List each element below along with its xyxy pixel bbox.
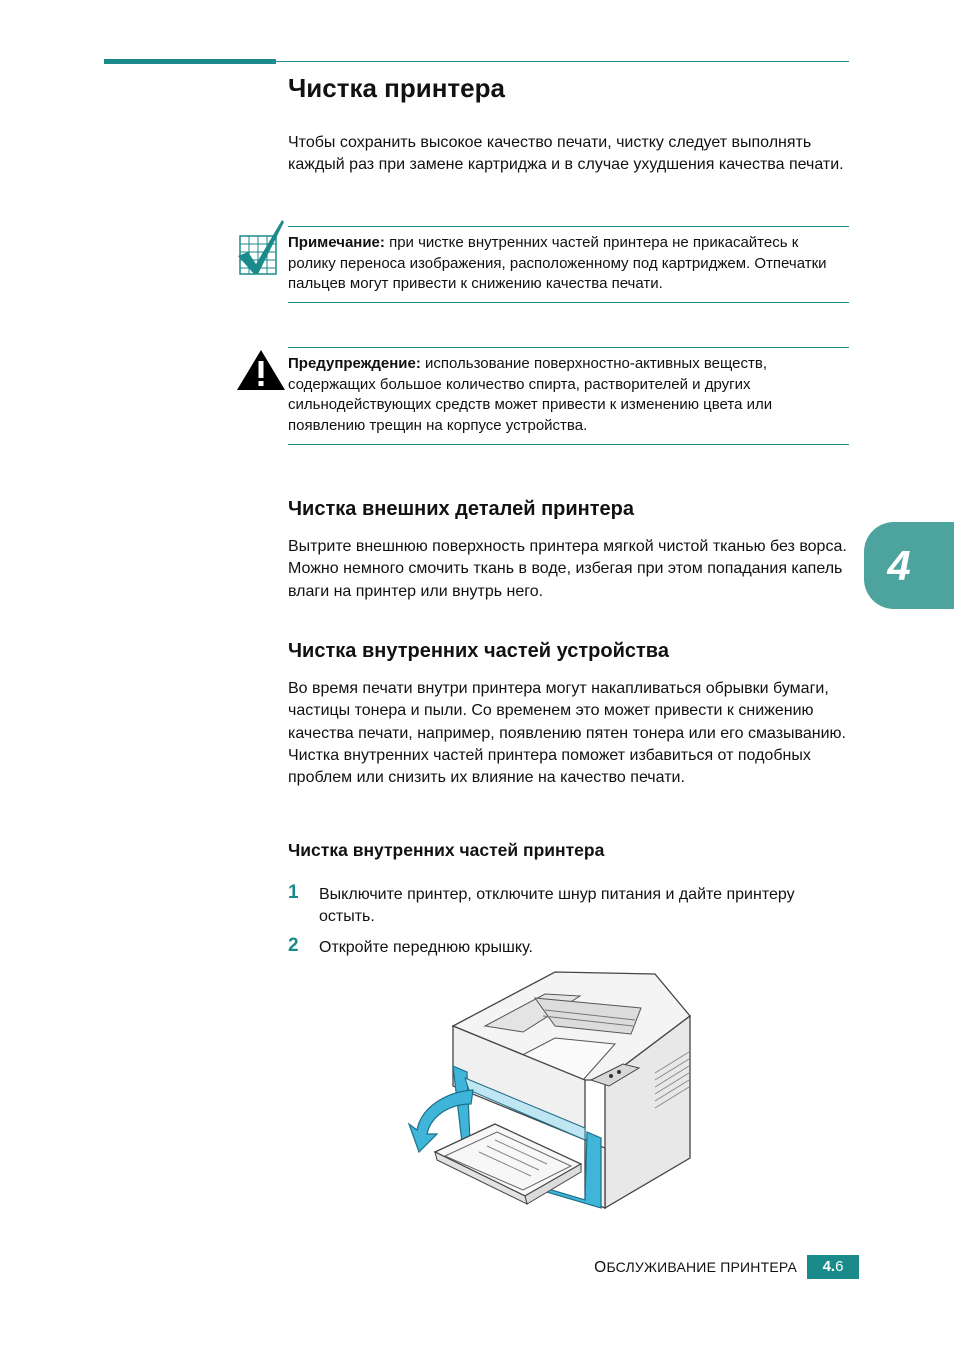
footer-page-num: 6 (835, 1258, 844, 1275)
section-heading-interior: Чистка внутренних частей устройства (288, 640, 669, 662)
warning-text: использование поверхностно-активных веществ, содержащих большое количество спирта, растворителей и других сильнодействующих средств может привести к изменению цвета или появлению трещин на корпусе устройства. (288, 355, 773, 434)
header-rule-thin (276, 61, 849, 62)
page-title: Чистка принтера (288, 73, 505, 103)
exterior-paragraph: Вытрите внешнюю поверхность принтера мягкой чистой тканью без ворса. Можно немного смочить ткань в воде, избегая при этом попадания капель влаги на принтер или внутрь него. (288, 538, 847, 600)
section-heading-exterior: Чистка внешних деталей принтера (288, 498, 634, 520)
warning-paragraph (288, 348, 849, 436)
warning-triangle-icon (236, 349, 286, 391)
note-label: Примечание: (288, 234, 385, 251)
checkmark-note-icon (236, 216, 286, 278)
chapter-number: 4 (887, 542, 911, 589)
footer-section-rest: БСЛУЖИВАНИЕ ПРИНТЕРА (606, 1259, 797, 1275)
printer-illustration (405, 968, 695, 1224)
interior-paragraph: Во время печати внутри принтера могут накапливаться обрывки бумаги, частицы тонера и пыли. Со временем это может привести к снижению качества печати, например, появлению пятен тонера или его смазыванию. Чистка внутренних частей принтера поможет избавиться от подобных проблем или снизить их влияние на качество печати. (288, 680, 846, 787)
note-box (288, 226, 849, 303)
step-number-2: 2 (288, 935, 299, 956)
intro-paragraph: Чтобы сохранить высокое качество печати, чистку следует выполнять каждый раз при замене картриджа и в случае ухудшения качества печати. (288, 134, 844, 174)
step-number-1: 1 (288, 882, 299, 903)
warning-label: Предупреждение: (288, 355, 421, 372)
footer-page-chapter: 4. (822, 1258, 836, 1275)
footer-section-first: О (594, 1259, 607, 1276)
note-text: при чистке внутренних частей принтера не прикасайтесь к ролику переноса изображения, расположенному под картриджем. Отпечатки пальцев могут привести к снижению качества печати. (288, 234, 827, 292)
footer-page-number (807, 1255, 859, 1279)
footer-section-label (594, 1259, 797, 1277)
warning-box (288, 347, 849, 445)
step-text-2: Откройте переднюю крышку. (319, 939, 533, 956)
procedure-heading: Чистка внутренних частей принтера (288, 840, 605, 860)
note-paragraph (288, 227, 849, 295)
step-text-1: Выключите принтер, отключите шнур питания и дайте принтеру остыть. (319, 886, 795, 926)
header-rule-thick (104, 59, 276, 64)
